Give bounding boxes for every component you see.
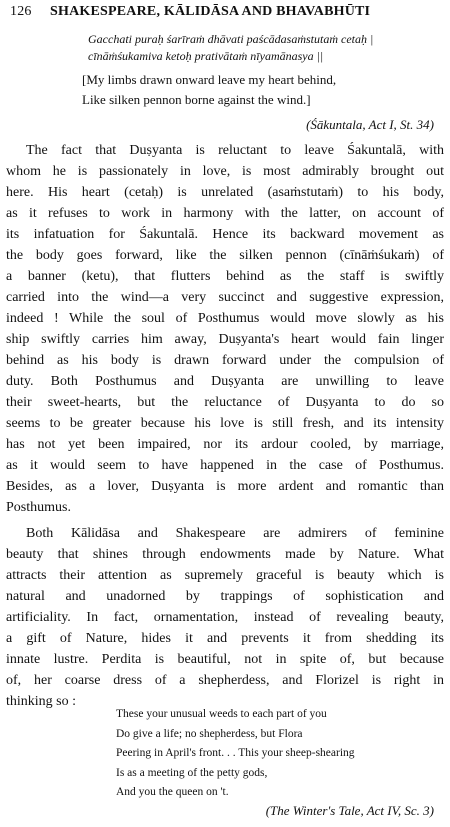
- text-line: beauty that shines through endowments made by Nature. What: [6, 547, 444, 562]
- text-line: Besides, as a lover, Duṣyanta is more ardent and romantic than: [6, 479, 444, 494]
- text-line: attracts their attention as supremely graceful is beauty which is: [6, 568, 444, 583]
- verse-line: Do give a life; no shepherdess, but Flora: [116, 727, 303, 740]
- text-line: here. His heart (cetaḥ) is unrelated (asaṁstutaṁ) to his body,: [6, 185, 444, 200]
- text-line: has not yet been impaired, nor its ardour cooled, by marriage,: [6, 437, 444, 452]
- running-head: [10, 4, 440, 20]
- paragraph-2: [6, 523, 444, 712]
- sanskrit-line: Gacchati puraḥ śarīraṁ dhāvati paścādasaṁstutaṁ cetaḥ |: [88, 32, 374, 46]
- text-line: a gift of Nature, hides it and prevents it from shedding its: [6, 631, 444, 646]
- text-line: whom he is passionately in love, is most admirably brought out: [6, 164, 444, 179]
- verse-line: Peering in April's front. . . This your sheep-shearing: [116, 747, 355, 759]
- text-line: innate lustre. Perdita is beautiful, not in spite of, but because: [6, 652, 444, 667]
- text-line: as it refuses to work in harmony with the latter, on account of: [6, 206, 444, 221]
- text-line: as it would seem to have happened in the case of Posthumus.: [6, 458, 444, 473]
- text-line: duty. Both Posthumus and Duṣyanta are unwilling to leave: [6, 374, 444, 389]
- verse-line: Is as a meeting of the petty gods,: [116, 766, 268, 779]
- text-line: Posthumus.: [6, 500, 71, 515]
- text-line: Both Kālidāsa and Shakespeare are admirers of feminine: [26, 526, 444, 541]
- translation-line: Like silken pennon borne against the wind.]: [82, 92, 311, 107]
- epigraph-translation: [82, 70, 442, 110]
- verse-line: These your unusual weeds to each part of you: [116, 708, 327, 720]
- text-line: artificiality. In fact, ornamentation, instead of revealing beauty,: [6, 610, 444, 625]
- text-line: The fact that Duṣyanta is reluctant to leave Śakuntalā, with: [26, 143, 444, 158]
- translation-line: [My limbs drawn onward leave my heart behind,: [82, 72, 337, 87]
- text-line: its infatuation for Śakuntalā. Hence its backward movement as: [6, 227, 444, 242]
- text-line: the body goes forward, like the silken pennon (cīnāṁśukaṁ) of: [6, 248, 444, 263]
- verse-line: And you the queen on 't.: [116, 786, 229, 798]
- sanskrit-epigraph: [88, 31, 438, 65]
- text-line: behind as his body is drawn forward under the compulsion of: [6, 353, 444, 368]
- text-line: thinking so :: [6, 694, 77, 709]
- verse-quotation: [116, 705, 436, 803]
- sanskrit-line: cīnāṁśukamiva ketoḥ prativātaṁ nīyamānasya ||: [88, 49, 324, 63]
- text-line: of, her coarse dress of a shepherdess, and Florizel is right in: [6, 673, 444, 688]
- text-line: natural and unadorned by trappings of sophistication and: [6, 589, 444, 604]
- verse-citation: (The Winter's Tale, Act IV, Sc. 3): [265, 803, 434, 818]
- running-title: SHAKESPEARE, KĀLIDĀSA AND BHAVABHŪTI: [50, 4, 371, 19]
- text-line: indeed ! While the soul of Posthumus would move slowly as his: [6, 311, 444, 326]
- text-line: carried into the wind—a very succinct and suggestive expression,: [6, 290, 444, 305]
- text-line: a banner (ketu), that flutters behind as the staff is swiftly: [6, 269, 444, 284]
- page-number: 126: [10, 4, 32, 19]
- text-line: their sweet-hearts, but the reluctance of Duṣyanta to do so: [6, 395, 444, 410]
- text-line: ship swiftly carries him away, Duṣyanta's heart would fain linger: [6, 332, 444, 347]
- paragraph-1: [6, 140, 444, 518]
- epigraph-citation: (Śākuntala, Act I, St. 34): [306, 117, 434, 132]
- text-line: seems to be greater because his love is still fresh, and its intensity: [6, 416, 444, 431]
